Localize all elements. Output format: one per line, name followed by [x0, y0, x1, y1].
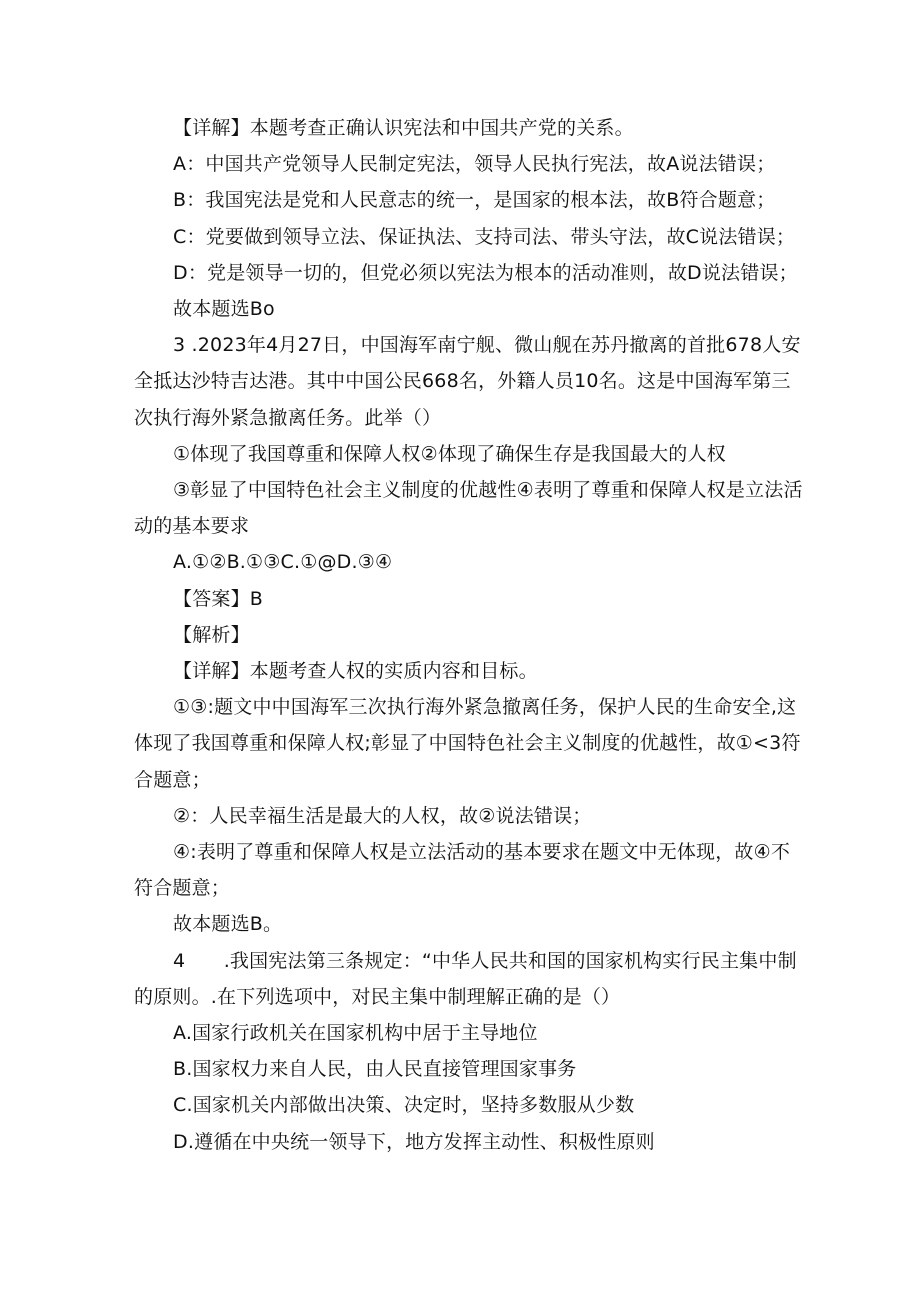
q3-options: A.①②B.①③C.①@D.③④ — [173, 551, 393, 574]
q2-option-a-analysis: A：中国共产党领导人民制定宪法，领导人民执行宪法，故A说法错误； — [173, 153, 776, 176]
q2-detail: 【详解】本题考查正确认识宪法和中国共产党的关系。 — [173, 117, 634, 139]
q2-conclusion: 故本题选Bo — [173, 298, 275, 321]
q3-answer: 【答案】B — [173, 587, 264, 610]
q4-stem: 4 .我国宪法第三条规定：“中华人民共和国的国家机构实行民主集中制的原则。.在下列选项中，对民主集中制理解正确的是（） — [134, 949, 797, 1008]
q4-option-d: D.遵循在中央统一领导下，地方发挥主动性、积极性原则 — [173, 1130, 655, 1153]
q2-option-d-analysis: D：党是领导一切的，但党必须以宪法为根本的活动准则，故D说法错误； — [173, 261, 798, 284]
q3-analysis-heading: 【解析】 — [173, 623, 250, 646]
q4-option-b: B.国家权力来自人民，由人民直接管理国家事务 — [173, 1058, 577, 1081]
q2-option-b-analysis: B：我国宪法是党和人民意志的统一，是国家的根本法，故B符合题意； — [173, 189, 776, 212]
document-body — [134, 110, 804, 1160]
q3-conclusion: 故本题选B。 — [173, 913, 283, 936]
q3-explanation-4: ④:表明了尊重和保障人权是立法活动的基本要求在题文中无体现，故④不符合题意； — [134, 841, 791, 900]
q3-explanation-1-3: ①③:题文中中国海军三次执行海外紧急撤离任务，保护人民的生命安全,这体现了我国尊重和保障人权;彰显了中国特色社会主义制度的优越性，故①<3符合题意； — [134, 696, 801, 791]
q3-stem: 3 .2023年4月27日，中国海军南宁舰、微山舰在苏丹撤离的首批678人安全抵达沙特吉达港。其中中国公民668名，外籍人员10名。这是中国海军第三次执行海外紧急撤离任务。此举（） — [134, 334, 801, 429]
q3-explanation-2: ②：人民幸福生活是最大的人权，故②说法错误； — [173, 804, 592, 827]
q3-items-1-2: ①体现了我国尊重和保障人权②体现了确保生存是我国最大的人权 — [173, 442, 726, 465]
q3-items-3-4: ③彰显了中国特色社会主义制度的优越性④表明了尊重和保障人权是立法活动的基本要求 — [134, 479, 803, 538]
q4-option-a: A.国家行政机关在国家机构中居于主导地位 — [173, 1022, 538, 1045]
q3-detail: 【详解】本题考查人权的实质内容和目标。 — [173, 660, 538, 683]
q4-option-c: C.国家机关内部做出决策、决定时，坚持多数服从少数 — [173, 1094, 635, 1117]
q2-option-c-analysis: C：党要做到领导立法、保证执法、支持司法、带头守法，故C说法错误； — [173, 225, 796, 248]
